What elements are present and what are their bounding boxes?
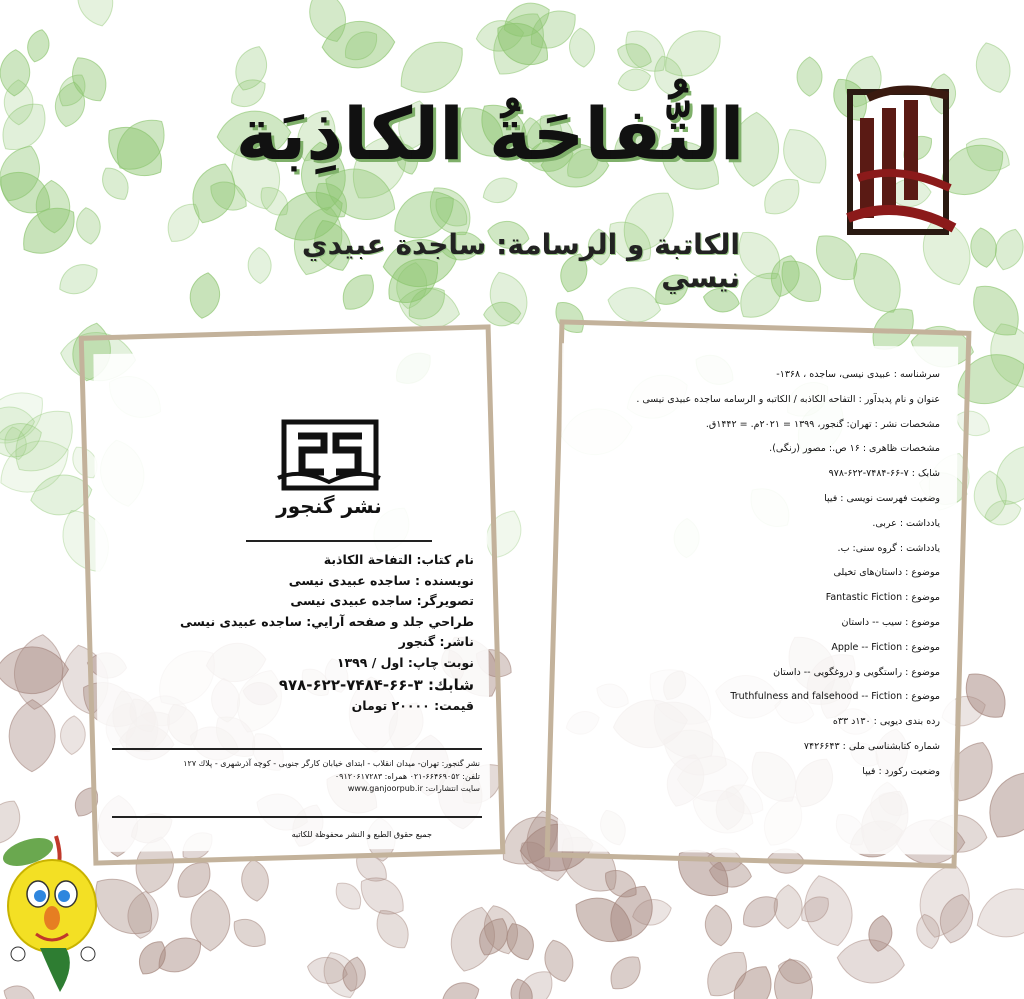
- cataloging-info: [580, 363, 940, 785]
- colophon-line: نوبت چاپ: اول / ۱۳۹۹: [336, 654, 474, 670]
- book-title: التُّفاحَةُ الكاذِبَة: [235, 92, 745, 176]
- leaf-decoration: [240, 858, 271, 902]
- divider: [112, 816, 482, 818]
- colophon-line: تصويرگر: ساجده عبيدى نيسى: [290, 593, 474, 609]
- leaf-decoration: [10, 632, 66, 712]
- cip-line: موضوع : داستان‌هاى تخيلى: [833, 567, 940, 579]
- divider: [112, 748, 482, 750]
- divider: [246, 540, 432, 542]
- cip-line: مشخصات نشر : تهران: گنجور، ۱۳۹۹ = ۲۰۲۱م. = ۱۴۴۲ق.: [705, 418, 940, 430]
- cip-line: عنوان و نام پديدآور : التفاحه الكاذبه / الكاتبه و الرسامه ساجده عبيدى نيسى .: [636, 393, 940, 405]
- cip-line: موضوع : Apple -- Fiction: [831, 641, 940, 653]
- leaf-decoration: [479, 173, 522, 209]
- basmala-calligraphy-icon: [838, 78, 962, 246]
- leaf-decoration: [74, 206, 102, 246]
- publisher-details: [116, 758, 480, 796]
- leaf-decoration: [9, 699, 55, 771]
- colophon-line: ناشر: گنجور: [398, 634, 474, 650]
- colophon-line: نام كتاب: التفاحة الكاذبة: [323, 552, 474, 567]
- leaf-decoration: [774, 885, 802, 929]
- leaf-decoration: [968, 226, 999, 269]
- colophon-line: طراحي جلد و صفحه آرايي: ساجده عبيدى نيسى: [179, 613, 474, 629]
- cip-line: وضعيت فهرست نويسى : فيپا: [824, 492, 940, 504]
- leaf-decoration: [72, 0, 119, 30]
- colophon-line: نويسنده : ساجده عبيدى نيسى: [288, 572, 474, 588]
- leaf-decoration: [603, 949, 648, 996]
- publisher-phone: تلفن: ۶۶۴۶۹۰۵۲-۰۲۱ همراه: ۰۹۱۲۰۶۱۷۲۸۳: [334, 771, 480, 781]
- cip-line: موضوع : Fantastic Fiction: [825, 592, 940, 604]
- cip-line: مشخصات ظاهرى : ۱۶ ص.: مصور (رنگى).: [769, 443, 940, 455]
- leaf-decoration: [438, 978, 483, 999]
- leaf-decoration: [24, 27, 52, 64]
- cip-line: يادداشت : عربى.: [872, 517, 940, 529]
- colophon-line: شابك: ۳-۶۶-۷۴۸۴-۶۲۲-۹۷۸: [278, 675, 474, 694]
- leaf-decoration: [53, 257, 103, 301]
- cip-line: سرشناسه : عبيدى نيسى، ساجده ، ۱۳۶۸-: [776, 369, 940, 380]
- colophon-line: قيمت: ۲۰۰۰۰ تومان: [351, 697, 474, 713]
- cip-line: وضعيت ركورد : فيپا: [862, 765, 940, 777]
- leaf-decoration: [970, 38, 1016, 97]
- leaf-decoration: [969, 879, 1024, 947]
- apple-mascot-icon: [0, 826, 100, 996]
- leaf-decoration: [703, 903, 734, 947]
- cip-line: شابک : ۷-۶۶-۷۴۸۴-۶۲۲-۹۷۸: [828, 468, 940, 480]
- cip-line: رده بندى ديويى : ۱۳۰د ۳۳ه: [832, 716, 940, 728]
- leaf-decoration: [248, 247, 272, 284]
- leaf-decoration: [187, 271, 222, 320]
- publisher-logo-text: نشر گنجور: [276, 494, 382, 518]
- cip-line: شماره كتابشناسى ملى : ۷۴۲۶۶۴۳: [803, 740, 940, 752]
- cip-line: موضوع : سيب -- داستان: [841, 616, 940, 628]
- publisher-address: نشر گنجور: تهران- ميدان انقلاب - ابتداى خيابان كارگر جنوبى - كوچه آذرشهرى - پلاك ۱۲۷: [183, 759, 480, 768]
- copyright-notice: جميع حقوق الطبع و النشر محفوظة للكاتبه: [291, 830, 432, 839]
- author-illustrator-line: الكاتبة و الرسامة: ساجدة عبيدي نيسي: [301, 228, 740, 294]
- leaf-decoration: [797, 57, 822, 96]
- cip-line: موضوع : راستگويى و دروغگويى -- داستان: [773, 666, 940, 678]
- colophon-info: [179, 550, 474, 716]
- publisher-website: سايت انتشارات: www.ganjoorpub.ir: [347, 784, 480, 793]
- leaf-decoration: [59, 715, 86, 755]
- cip-line: موضوع : Truthfulness and falsehood -- Fiction: [730, 691, 940, 703]
- leaf-decoration: [227, 912, 272, 954]
- cip-line: يادداشت : گروه سنى: ب.: [837, 542, 940, 554]
